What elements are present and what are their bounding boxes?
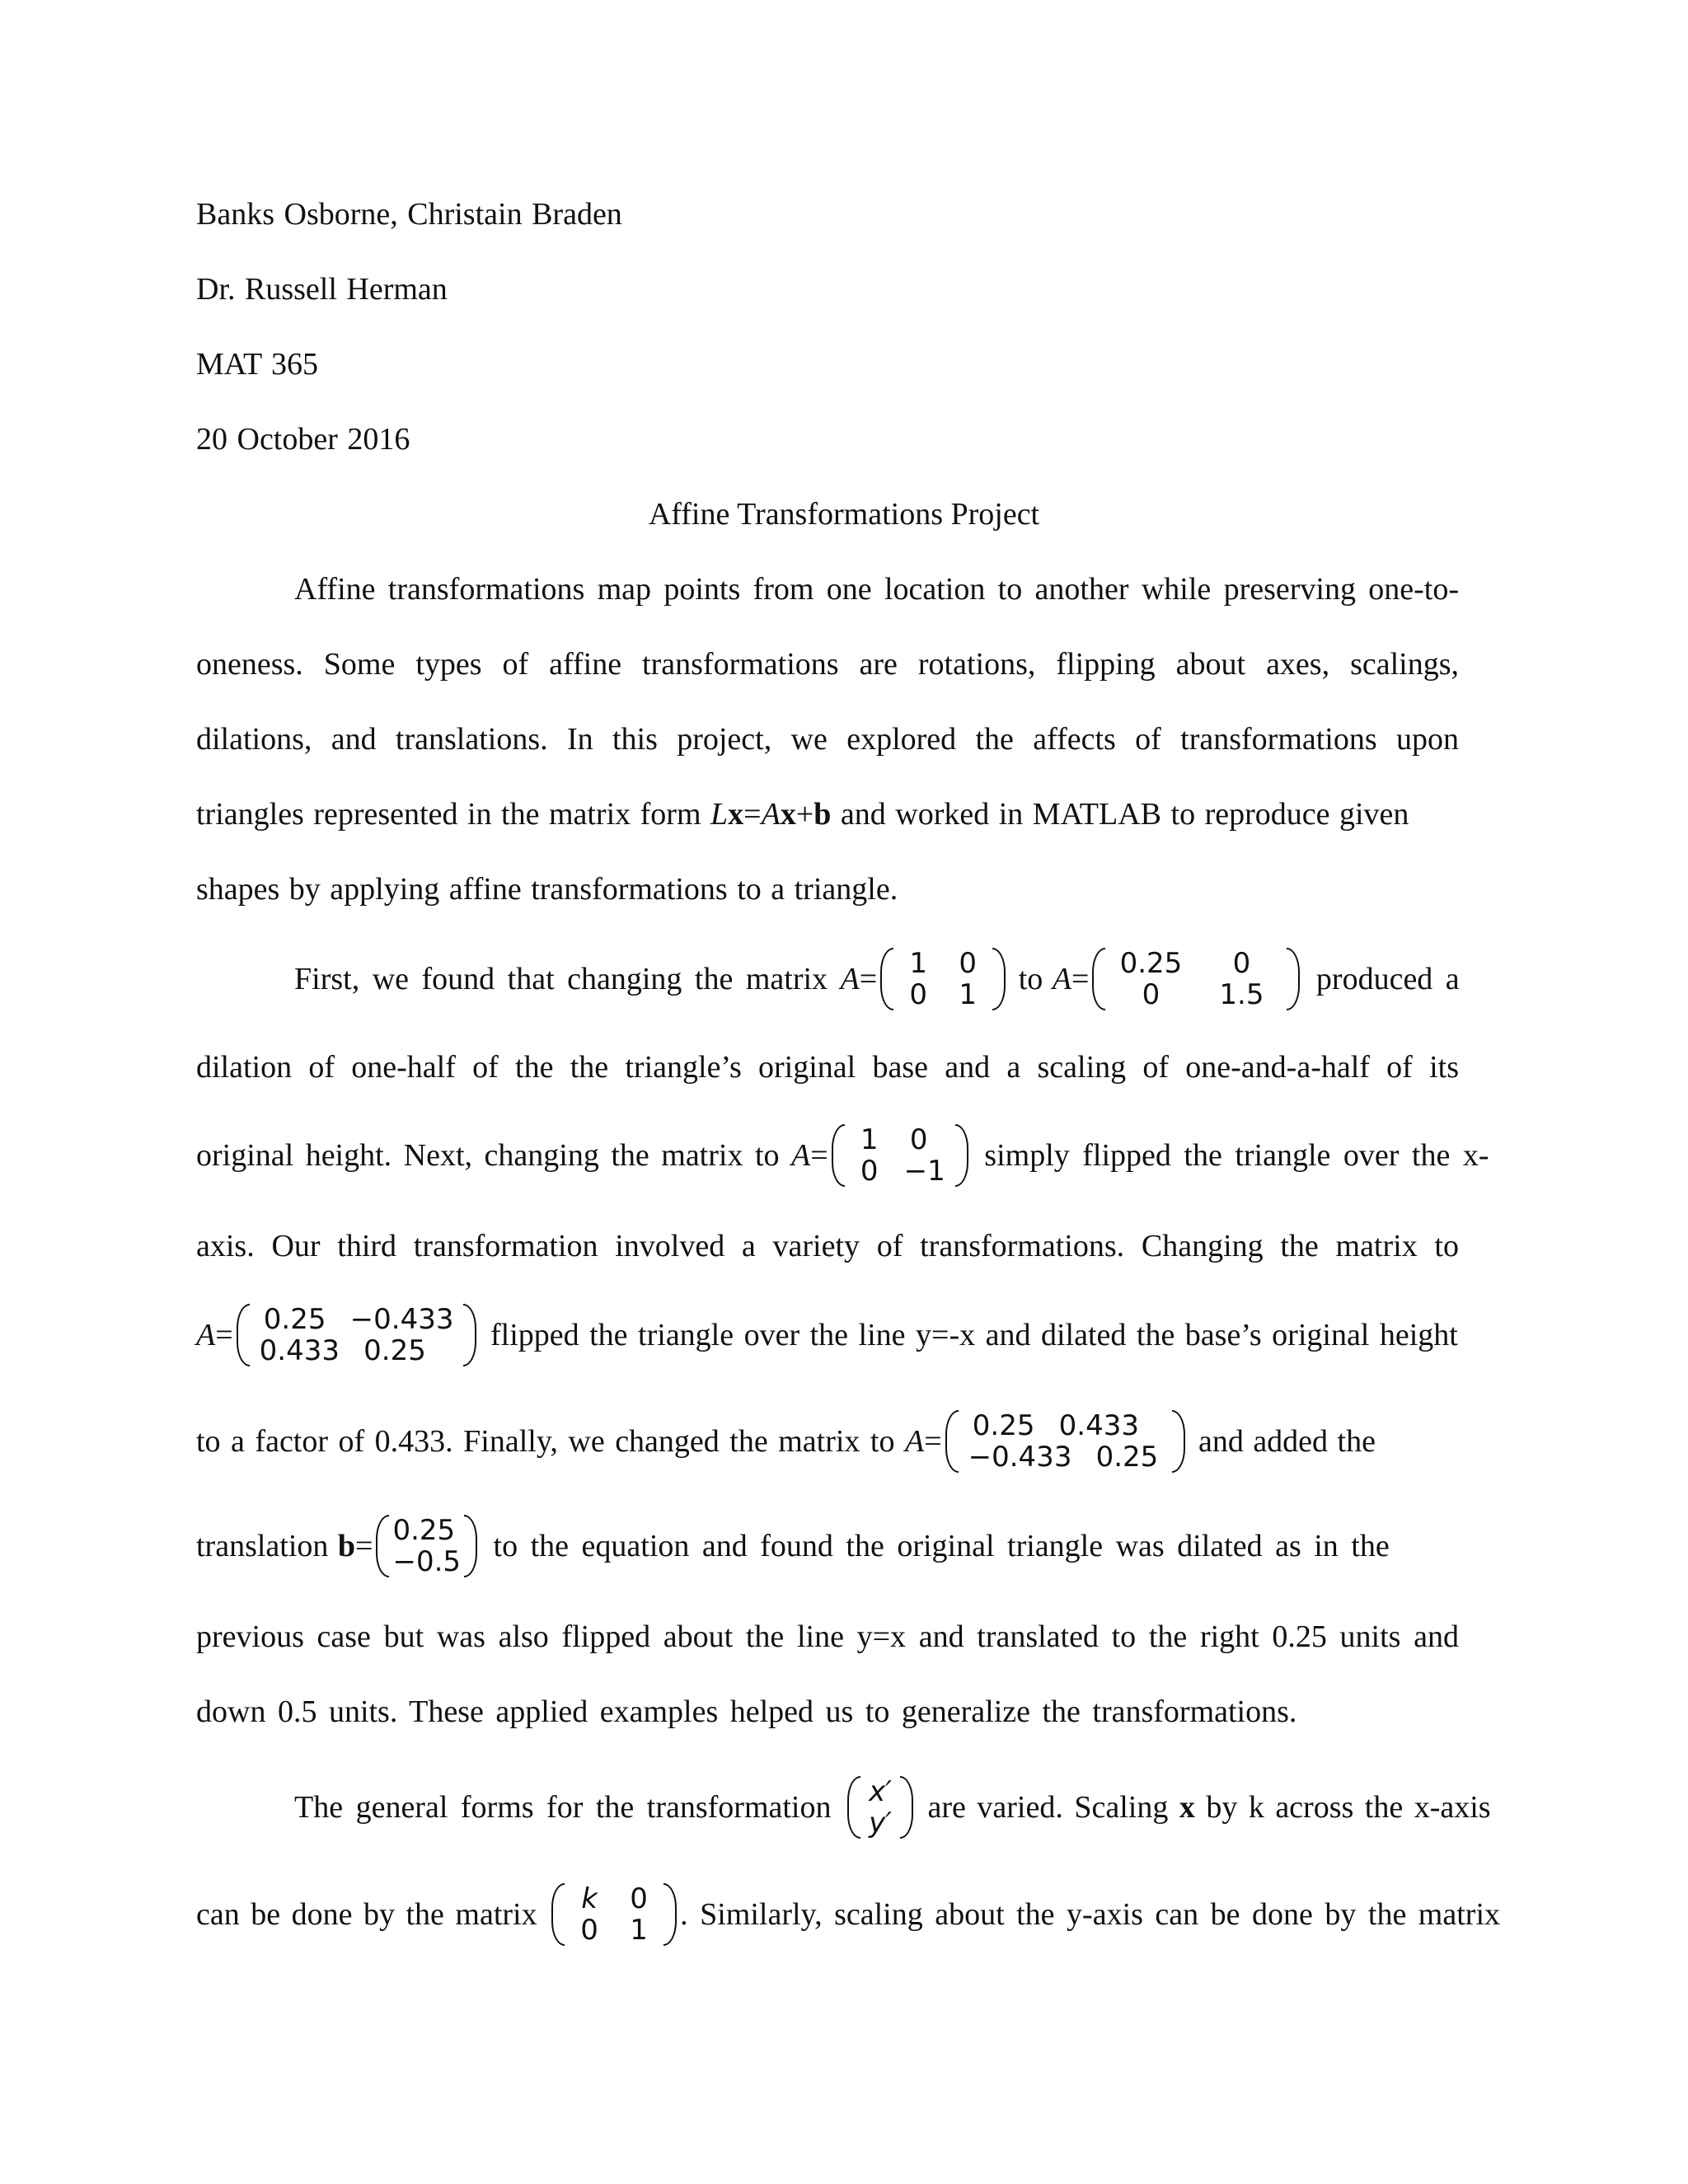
course: MAT 365 (196, 347, 319, 382)
vector-cell: y′ (869, 1807, 892, 1840)
matrix-fourth (945, 1410, 1186, 1473)
vector-cell: −0.5 (392, 1545, 462, 1578)
p2-line-4: axis. Our third transformation involved a variety of transformations. Changing the matrix to (196, 1229, 1459, 1263)
vector-cell: 0.25 (392, 1514, 456, 1547)
symbol-equals: = (743, 797, 762, 832)
matrix-cell: −0.433 (349, 1303, 454, 1336)
matrix-cell: 0.25 (1119, 947, 1183, 980)
symbol-equals: = (355, 1529, 373, 1563)
symbol-x: x (780, 797, 796, 832)
matrix-cell: 1 (860, 1123, 879, 1156)
symbol-A: A (1052, 962, 1071, 996)
matrix-cell: 0 (1142, 978, 1160, 1011)
matrix-dilation (1092, 948, 1300, 1010)
p2-l1-text-a: First, we found that changing the matrix (294, 962, 841, 996)
symbol-A: A (761, 797, 781, 832)
p2-line-6 (196, 1408, 1376, 1474)
p1-line-3: dilations, and translations. In this project, we explored the affects of transformations upon (196, 722, 1459, 757)
p1-line-4 (196, 794, 1409, 834)
p2-line-8: previous case but was also flipped about the line y=x and translated to the right 0.25 units and (196, 1619, 1459, 1654)
matrix-flip-x (832, 1124, 968, 1187)
p2-l1-text-b: to (1009, 962, 1053, 996)
matrix-scale-x (551, 1883, 677, 1946)
p3-line-2 (196, 1879, 1500, 1950)
matrix-cell: 1 (630, 1914, 648, 1947)
document-title: Affine Transformations Project (648, 497, 1040, 532)
matrix-cell: k (581, 1882, 598, 1915)
instructor: Dr. Russell Herman (196, 272, 448, 307)
p2-line-1 (294, 946, 1460, 1012)
p2-line-7 (196, 1513, 1390, 1579)
symbol-equals: = (859, 962, 878, 996)
p2-l7-text-b: to the equation and found the original triangle was dilated as in the (481, 1529, 1390, 1563)
p3-l1-text-b: are varied. Scaling (917, 1790, 1179, 1825)
matrix-cell: 0 (909, 978, 928, 1011)
matrix-cell: 0.25 (363, 1334, 426, 1367)
matrix-third (237, 1304, 477, 1366)
symbol-A: A (840, 962, 860, 996)
p2-l6-text-b: and added the (1189, 1424, 1376, 1459)
symbol-equals: = (924, 1424, 942, 1459)
symbol-x: x (1179, 1790, 1195, 1825)
symbol-b: b (814, 797, 832, 832)
authors: Banks Osborne, Christain Braden (196, 197, 622, 232)
symbol-plus: + (795, 797, 814, 832)
p2-l5-text-b: flipped the triangle over the line y=-x and dilated the base’s original height (480, 1318, 1458, 1352)
p2-line-9: down 0.5 units. These applied examples helped us to generalize the transformations. (196, 1694, 1297, 1729)
matrix-identity (880, 948, 1006, 1010)
matrix-cell: 0.25 (1095, 1441, 1159, 1474)
matrix-cell: 1 (959, 978, 978, 1011)
symbol-A: A (904, 1424, 925, 1459)
symbol-b: b (337, 1529, 356, 1563)
p3-l2-text-b: . Similarly, scaling about the y-axis can be done by the matrix (680, 1897, 1500, 1932)
matrix-cell: 0 (860, 1155, 879, 1188)
p1-line-5: shapes by applying affine transformations to a triangle. (196, 872, 898, 907)
p3-l1-text-c: by k across the x-axis (1194, 1790, 1491, 1825)
p1-line-2: oneness. Some types of affine transformations are rotations, flipping about axes, scalings, (196, 647, 1459, 682)
p1-line-4-text-a: triangles represented in the matrix form (196, 797, 711, 832)
p2-line-2: dilation of one-half of the the triangle’s original base and a scaling of one-and-a-half of its (196, 1050, 1459, 1085)
symbol-x: x (728, 797, 744, 832)
p3-line-1 (294, 1772, 1491, 1843)
p2-l1-text-c: produced a (1303, 962, 1460, 996)
p2-l3-text-a: original height. Next, changing the matrix to (196, 1138, 792, 1173)
vector-translation (376, 1515, 477, 1577)
matrix-cell: 1 (909, 947, 928, 980)
p2-l6-text-a: to a factor of 0.433. Finally, we changed the matrix to (196, 1424, 905, 1459)
p2-line-5 (196, 1302, 1458, 1368)
matrix-cell: 0.433 (259, 1334, 340, 1367)
p2-l7-text-a: translation (196, 1529, 338, 1563)
p3-l1-text-a: The general forms for the transformation (294, 1790, 844, 1825)
p2-line-3 (196, 1122, 1489, 1188)
vector-prime (847, 1776, 913, 1839)
date: 20 October 2016 (196, 422, 410, 457)
matrix-cell: 0 (1232, 947, 1251, 980)
matrix-cell: 0.433 (1058, 1409, 1139, 1442)
matrix-cell: 0 (909, 1123, 928, 1156)
matrix-cell: 0 (580, 1914, 598, 1947)
vector-cell: x′ (869, 1775, 892, 1808)
p1-line-1: Affine transformations map points from one location to another while preserving one-to- (294, 572, 1459, 607)
matrix-cell: 0.25 (263, 1303, 326, 1336)
p2-l3-text-b: simply flipped the triangle over the x- (971, 1138, 1489, 1173)
matrix-cell: 0 (630, 1882, 648, 1915)
p3-l2-text-a: can be done by the matrix (196, 1897, 549, 1932)
matrix-cell: 0.25 (972, 1409, 1035, 1442)
symbol-A: A (791, 1138, 811, 1173)
symbol-A: A (196, 1318, 216, 1352)
symbol-equals: = (1071, 962, 1090, 996)
matrix-cell: 0 (959, 947, 978, 980)
matrix-cell: −1 (903, 1155, 945, 1188)
matrix-cell: −0.433 (968, 1441, 1072, 1474)
symbol-L: L (710, 797, 729, 832)
p1-line-4-text-c: and worked in MATLAB to reproduce given (831, 797, 1409, 832)
symbol-equals: = (810, 1138, 828, 1173)
matrix-cell: 1.5 (1219, 978, 1264, 1011)
symbol-equals: = (215, 1318, 233, 1352)
